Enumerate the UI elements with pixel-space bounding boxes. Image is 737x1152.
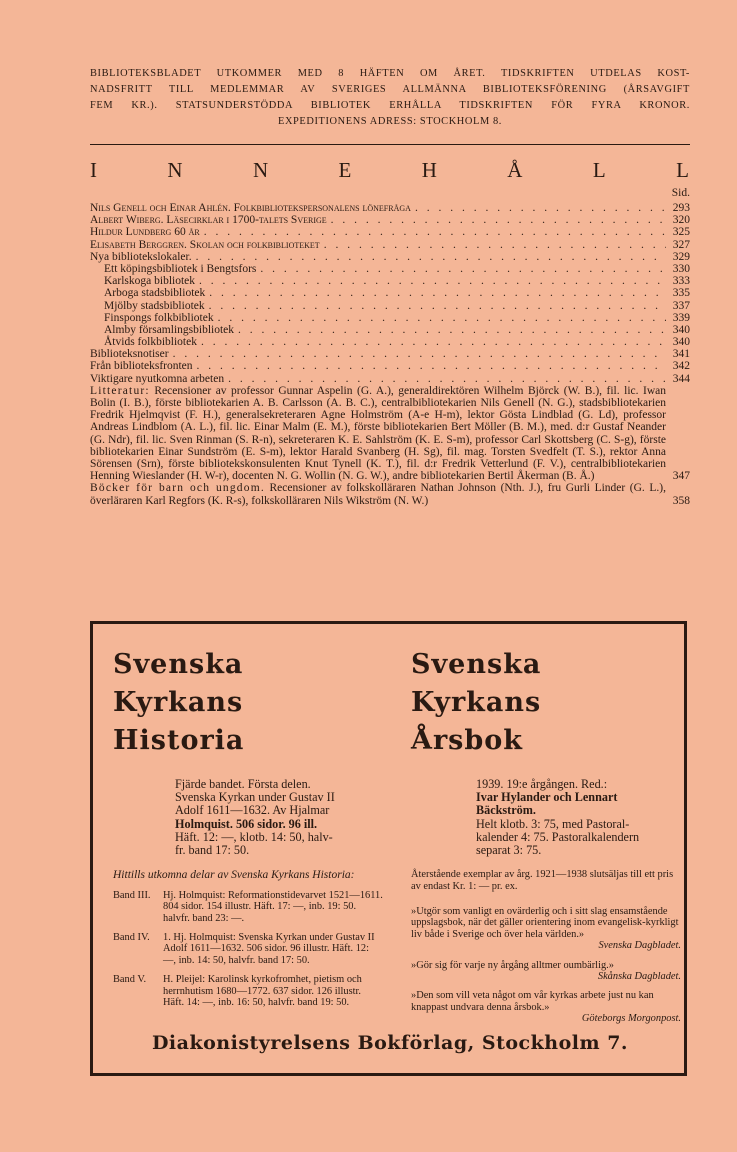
ad-historia-volumes	[113, 869, 383, 1008]
leader-dots	[320, 239, 666, 251]
heading-letter: L	[676, 158, 690, 182]
toc-title: Biblioteksnotiser	[90, 348, 169, 361]
toc-entry[interactable]	[90, 324, 690, 336]
leader-dots	[205, 287, 666, 299]
heading-letter: E	[338, 158, 353, 182]
aterstaende-note: Återstående exemplar av årg. 1921—1938 slutsäljas till ett pris av endast Kr. 1: — pr. ex.	[411, 869, 674, 892]
toc-title: Viktigare nyutkomna arbeten	[90, 372, 225, 385]
ad-arsbok-description	[411, 778, 681, 857]
toc-page: 337	[672, 299, 690, 312]
leader-dots	[256, 263, 666, 275]
notice-line-1: BIBLIOTEKSBLADET UTKOMMER MED 8 HÄFTEN OM ÅRET. TIDSKRIFTEN UTDELAS KOST-	[90, 68, 690, 79]
band-entry	[113, 890, 383, 924]
leader-dots	[214, 312, 666, 324]
ad-right-column	[411, 646, 681, 1033]
toc-title: Nya bibliotekslokaler.	[90, 250, 192, 263]
bocker-entry[interactable]	[90, 482, 690, 506]
desc-line: Fjärde bandet. Första delen.	[175, 777, 311, 791]
toc-page: 341	[672, 348, 690, 361]
toc-page: 340	[672, 323, 690, 336]
toc-title: Mjölby stadsbibliotek	[104, 299, 205, 312]
band-label: Band IV.	[113, 931, 150, 943]
contents-heading	[90, 158, 690, 183]
band-label: Band V.	[113, 974, 147, 986]
masthead-notice	[90, 66, 690, 130]
toc-title: Karlskoga bibliotek	[104, 275, 196, 288]
quote-source: Skånska Dagbladet.	[597, 971, 681, 983]
table-of-contents	[90, 202, 690, 507]
quote-text: »Gör sig för varje ny årgång alltmer oumbärlig.»	[411, 959, 614, 971]
toc-entry[interactable]	[90, 226, 690, 238]
desc-line: Adolf 1611—1632. Av Hjalmar	[175, 803, 330, 818]
leader-dots	[411, 202, 666, 214]
leader-dots	[193, 360, 666, 372]
page-column-label: Sid.	[671, 187, 690, 199]
toc-page: 320	[672, 214, 690, 227]
toc-title: Finspongs folkbibliotek	[104, 311, 214, 324]
desc-line: kalender 4: 75. Pastoralkalendern	[476, 829, 640, 844]
toc-page: 342	[672, 360, 690, 373]
review-quote	[411, 960, 681, 983]
desc-line: Häft. 12: —, klotb. 14: 50, halv-	[175, 829, 333, 844]
leader-dots	[192, 251, 666, 263]
desc-line: Bäckström.	[476, 803, 536, 818]
toc-title: Almby församlingsbibliotek	[104, 323, 235, 336]
toc-entry[interactable]	[90, 312, 690, 324]
review-quote	[411, 906, 681, 952]
toc-title: Åtvids folkbibliotek	[104, 336, 197, 349]
toc-page: 329	[672, 250, 690, 263]
toc-page: 344	[672, 372, 690, 385]
bocker-heading: Böcker för barn och ungdom.	[90, 482, 265, 495]
ad-left-column	[113, 646, 383, 1016]
ad-arsbok-extras	[411, 869, 681, 1024]
toc-entry[interactable]	[90, 263, 690, 275]
leader-dots	[205, 300, 666, 312]
heading-letter: N	[252, 158, 270, 182]
title-line: Svenska	[113, 649, 244, 680]
toc-page: 339	[672, 311, 690, 324]
toc-entry[interactable]	[90, 348, 690, 360]
toc-entry[interactable]	[90, 214, 690, 226]
heading-letter: L	[592, 158, 607, 182]
desc-line: Svenska Kyrkan under Gustav II	[175, 790, 335, 805]
toc-title: Albert Wiberg. Läsecirklar i 1700-talets Sverige	[90, 214, 327, 227]
title-line: Historia	[113, 725, 245, 756]
heading-letter: I	[90, 158, 98, 182]
toc-title: Nils Genell och Einar Ahlén. Folkbibliotekspersonalens lönefråga	[90, 202, 411, 214]
toc-entry[interactable]	[90, 360, 690, 372]
toc-page: 330	[672, 262, 690, 275]
band-text: H. Pleijel: Karolinsk kyrkofromhet, pietism och herrnhutism 1680—1772. 637 sidor. 126 illustr. Häft. 14: —, inb. 16: 50, halvfr. band 19: 50.	[163, 974, 362, 1008]
desc-line: Ivar Hylander och Lennart	[476, 790, 618, 805]
notice-line-2: NADSFRITT TILL MEDLEMMAR AV SVERIGES ALLMÄNNA BIBLIOTEKSFÖRENING (ÅRSAVGIFT	[90, 84, 690, 95]
toc-entry[interactable]	[90, 287, 690, 299]
bocker-reviewers: Recensioner av folkskolläraren Nathan Johnson (Nth. J.), fru Gurli Linder (G. L.), överläraren Karl Regfors (K. R-s), folkskolläraren Nils Wikström (N. W.)	[90, 482, 666, 507]
toc-title: Från biblioteksfronten	[90, 360, 193, 373]
leader-dots	[234, 324, 666, 336]
litteratur-reviewers: Recensioner av professor Gunnar Aspelin (G. A.), generaldirektören Wilhelm Björck (W. B.), fil. lic. Iwan Bolin (I. B.), förste bibliotekarien A. B. Carlsson (A. B. C.), centralbibliotekarien Nils Genell (N. G.), stadsbibliotekarien Fredrik Hjelmqvist (F. H.), generalsekreteraren Agne Holmström (A-e H-m), lektor Gösta Lindblad (G. Ld), professor Andreas Lindblom (A. L.), fil. lic. Einar Malm (E. M.), förste bibliotekarien Bert Möller (B. M.), med. d:r Gustaf Neander (G. Ndr), fil. lic. Sven Rinman (S. R-n), sekreteraren K. E. Sahlström (K. E. S-m), professor Carl Skottsberg (C. S-g), förste bibliotekarien Einar Sundström (E. S-m), lektor Harald Svanberg (H. Sg), fil. mag. Torsten Svedfelt (T. S.), rektor Anna Sörensen (Srn), förste bibliotekskonsulenten Knut Tynell (K. T.), fil. d:r Fredrik Vetterlund (F. V.), centralbibliotekarien Henning Wieslander (H. W-r), docenten N. G. Wollin (N. G. W.), andre bibliotekarien Bertil Åkerman (B. Å.)	[90, 384, 667, 483]
notice-line-3: FEM KR.). STATSUNDERSTÖDDA BIBLIOTEK ERHÅLLA TIDSKRIFTEN FÖR FYRA KRONOR.	[90, 100, 690, 111]
toc-page: 327	[672, 238, 690, 251]
heading-letter: N	[167, 158, 184, 182]
toc-page: 358	[672, 494, 690, 507]
quote-source: Svenska Dagbladet.	[598, 940, 681, 952]
desc-line: 1939. 19:e årgången. Red.:	[476, 777, 608, 791]
desc-line: Helt klotb. 3: 75, med Pastoral-	[476, 816, 630, 831]
toc-page: 347	[672, 470, 690, 483]
heading-letter: Å	[507, 158, 524, 182]
desc-line: fr. band 17: 50.	[175, 843, 250, 858]
litteratur-entry[interactable]	[90, 385, 690, 483]
toc-page: 325	[672, 226, 690, 239]
band-entry	[113, 932, 383, 966]
toc-title: Elisabeth Berggren. Skolan och folkbiblioteket	[90, 238, 320, 251]
toc-title: Arboga stadsbibliotek	[104, 287, 206, 300]
advertisement-box	[90, 621, 687, 1076]
toc-entry[interactable]	[90, 239, 690, 251]
toc-entry[interactable]	[90, 202, 690, 214]
quote-source: Göteborgs Morgonpost.	[581, 1013, 681, 1025]
toc-entry[interactable]	[90, 275, 690, 287]
toc-page: 333	[672, 275, 690, 288]
band-text: Hj. Holmquist: Reformationstidevarvet 1521—1611. 804 sidor. 154 illustr. Häft. 17: —, inb. 19: 50. halvfr. band 23: —.	[163, 889, 383, 924]
title-line: Kyrkans	[113, 687, 244, 718]
leader-dots	[195, 275, 666, 287]
toc-page: 293	[672, 202, 690, 214]
litteratur-heading: Litteratur:	[90, 384, 150, 397]
band-entry	[113, 974, 383, 1008]
ad-title-arsbok	[411, 646, 681, 760]
quote-text: »Utgör som vanligt en ovärderlig och i sitt slag ensamstående uppslagsbok, när det gäller orientering inom evangelisk-kyrkligt liv både i Sverige och över hela världen.»	[411, 906, 679, 940]
hittills-heading: Hittills utkomna delar av Svenska Kyrkans Historia:	[113, 869, 355, 882]
title-line: Kyrkans	[411, 687, 542, 718]
publisher-line: Diakonistyrelsens Bokförlag, Stockholm 7.	[151, 1032, 629, 1054]
quote-text: »Den som vill veta något om vår kyrkas arbete just nu kan knappast undvara denna årsbok.»	[411, 990, 654, 1013]
desc-line: Holmquist. 506 sidor. 96 ill.	[175, 816, 318, 831]
top-rule	[90, 144, 690, 145]
toc-page: 340	[672, 336, 690, 349]
toc-entry[interactable]	[90, 300, 690, 312]
toc-entry[interactable]	[90, 336, 690, 348]
title-line: Svenska	[411, 649, 542, 680]
toc-title: Hildur Lundberg 60 år	[90, 226, 200, 239]
toc-page: 335	[672, 287, 690, 300]
title-line: Årsbok	[411, 725, 523, 756]
leader-dots	[197, 336, 666, 348]
toc-entry[interactable]	[90, 251, 690, 263]
band-label: Band III.	[113, 889, 151, 901]
desc-line: separat 3: 75.	[476, 843, 542, 858]
leader-dots	[224, 373, 666, 385]
toc-entry[interactable]	[90, 373, 690, 385]
leader-dots	[327, 214, 666, 226]
toc-title: Ett köpingsbibliotek i Bengtsfors	[104, 262, 257, 275]
notice-line-4: EXPEDITIONENS ADRESS: STOCKHOLM 8.	[278, 116, 502, 127]
leader-dots	[169, 348, 666, 360]
review-quote	[411, 990, 681, 1024]
heading-letter: H	[421, 158, 438, 182]
leader-dots	[200, 226, 666, 238]
ad-title-historia	[113, 646, 383, 760]
band-text: 1. Hj. Holmquist: Svenska Kyrkan under Gustav II Adolf 1611—1632. 506 sidor. 96 illustr. Häft. 12: —, inb. 14: 50, halvfr. band 17: 50.	[163, 931, 375, 966]
ad-historia-description	[113, 778, 383, 857]
